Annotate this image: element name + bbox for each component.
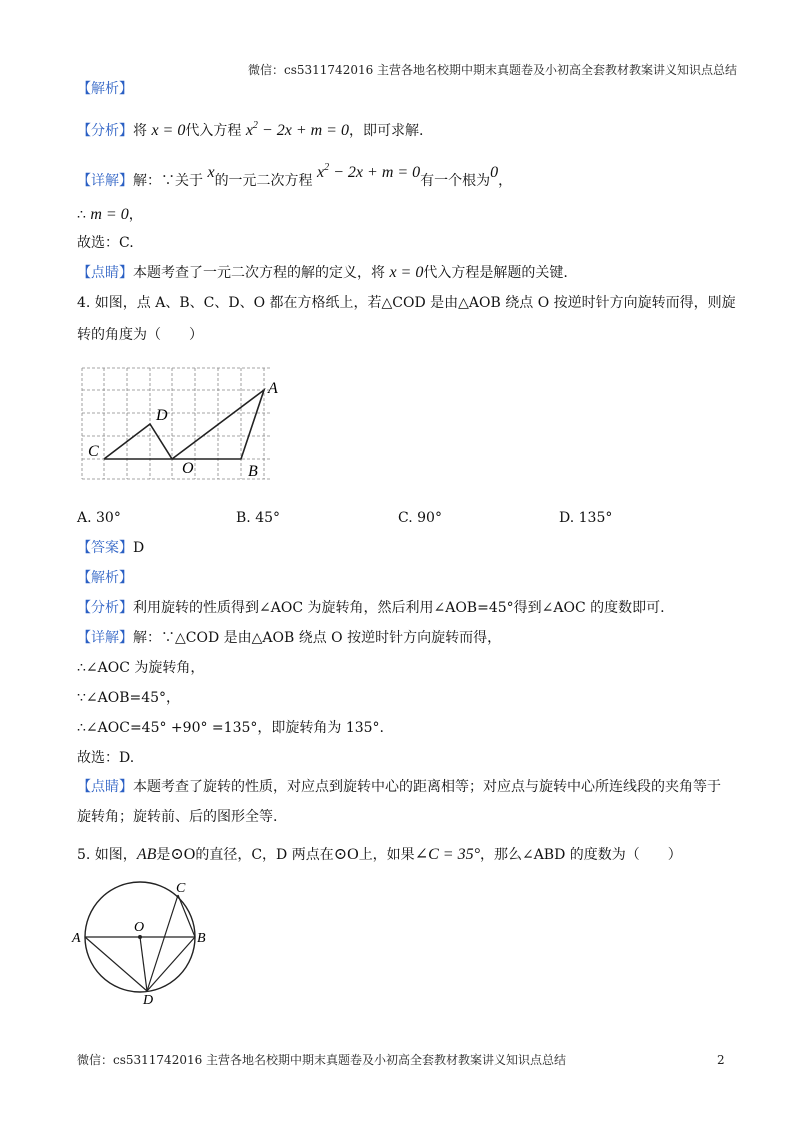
q3-analysis-line <box>77 116 423 141</box>
answer-tag: 【答案】 <box>77 540 133 556</box>
q5-circle-figure <box>70 880 215 1008</box>
center-point <box>138 935 142 939</box>
text: ，即可求解. <box>348 123 424 139</box>
label-B: B <box>197 931 206 946</box>
text: 的一元二次方程 <box>214 173 313 189</box>
math-equation: $x^2 - 2x + m = 0$ <box>245 120 349 139</box>
math-equation: $x^2 - 2x + m = 0$ <box>317 162 421 181</box>
math-number: 0 <box>490 164 499 181</box>
text: 有一个根为 <box>420 173 491 189</box>
dianjing-tag: 【点睛】 <box>77 265 133 281</box>
label-O: O <box>182 460 194 477</box>
q4-option-a: A. 30° <box>77 510 121 526</box>
label-C: C <box>176 881 186 896</box>
q4-xiangjie: 【详解】解：∵△COD 是由△AOB 绕点 O 按逆时针方向旋转而得， <box>77 630 502 646</box>
q4-fenxi: 【分析】利用旋转的性质得到∠AOC 为旋转角，然后利用∠AOB=45°得到∠AOC 的度数即可. <box>77 600 665 616</box>
q4-step3: ∴∠AOC=45° +90° =135°，即旋转角为 135°. <box>77 720 385 736</box>
q4-analysis-tag: 【解析】 <box>77 570 133 586</box>
fenxi-tag: 【分析】 <box>77 123 133 139</box>
text: 将 <box>133 123 147 139</box>
page-footer: 微信：cs5311742016 主营各地名校期中期末真题卷及小初高全套教材教案讲义知识点总结 <box>77 1053 567 1067</box>
q4-grid-figure <box>74 362 289 484</box>
q4-option-c: C. 90° <box>398 510 442 526</box>
q3-choice: 故选：C. <box>77 235 134 251</box>
text: ， <box>498 173 513 189</box>
label-O: O <box>134 920 145 935</box>
analysis-tag: 【解析】 <box>77 81 133 97</box>
grid-lines <box>82 368 270 479</box>
label-A: A <box>268 380 278 397</box>
page-number: 2 <box>717 1053 725 1067</box>
q4-stem-line2: 转的角度为（ ） <box>77 327 203 343</box>
q5-stem: 5. 如图，AB是⊙O的直径，C，D 两点在⊙O上，如果∠C = 35°，那么∠ABD 的度数为（ ） <box>77 846 682 863</box>
q4-choice: 故选：D. <box>77 750 135 766</box>
label-D: D <box>156 407 168 424</box>
text: 代入方程 <box>185 123 242 139</box>
label-A: A <box>72 931 81 946</box>
label-B: B <box>248 463 258 480</box>
q4-comment-line1: 【点睛】本题考查了旋转的性质，对应点到旋转中心的距离相等；对应点与旋转中心所连线段的夹角等于 <box>77 779 721 795</box>
q4-step2: ∵∠AOB=45°， <box>77 690 181 706</box>
q4-step1: ∴∠AOC 为旋转角， <box>77 660 205 676</box>
q4-option-d: D. 135° <box>559 510 613 526</box>
q3-comment-line: 【点睛】本题考查了一元二次方程的解的定义，将 x = 0代入方程是解题的关键. <box>77 264 568 281</box>
q4-answer: 【答案】D <box>77 540 145 556</box>
label-C: C <box>88 443 99 460</box>
xiangjie-tag: 【详解】 <box>77 173 133 189</box>
q4-comment-line2: 旋转角；旋转前、后的图形全等. <box>77 809 278 825</box>
q3-therefore-line: ∴ m = 0， <box>77 206 143 223</box>
q4-option-b: B. 45° <box>236 510 281 526</box>
q3-detail-line <box>77 162 513 191</box>
page-header: 微信：cs5311742016 主营各地名校期中期末真题卷及小初高全套教材教案讲义知识点总结 <box>248 63 738 77</box>
q4-stem-line1: 4. 如图，点 A、B、C、D、O 都在方格纸上，若△COD 是由△AOB 绕点 O 按逆时针方向旋转而得，则旋 <box>77 295 736 311</box>
math-variable: x <box>207 164 215 181</box>
text: 解：∵关于 <box>133 173 203 189</box>
label-D: D <box>143 993 154 1008</box>
triangle-lines <box>104 390 264 459</box>
math-expression: x = 0 <box>151 122 186 139</box>
